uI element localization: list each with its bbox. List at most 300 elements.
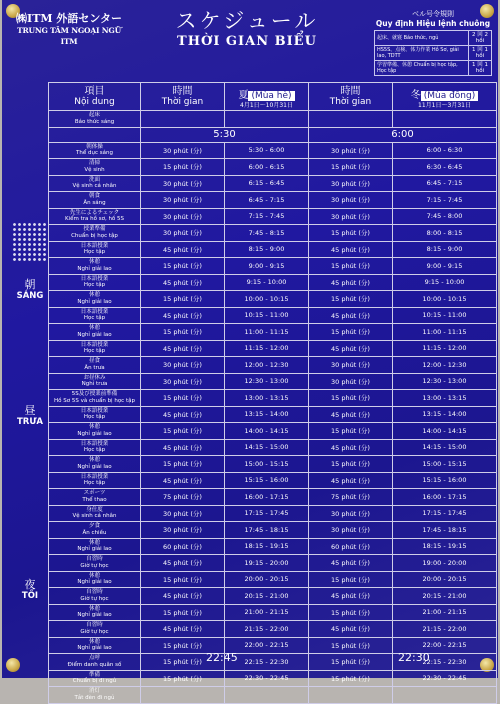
table-row <box>49 192 497 209</box>
activity-cell <box>49 225 141 242</box>
time-range-winter: 10:00 - 10:15 <box>393 291 497 308</box>
activity-vn: Ăn chiều <box>82 529 107 536</box>
page-title <box>152 8 342 50</box>
activity-cell <box>49 522 141 539</box>
table-row <box>49 291 497 308</box>
duration-winter: 15 phút (分) <box>309 291 393 308</box>
table-row <box>49 571 497 588</box>
bell-rule-text: HS5S、点検、体力作業 Hồ Sơ, giải lao, TDTT <box>375 46 469 61</box>
activity-cell <box>49 654 141 671</box>
duration-winter: 15 phút (分) <box>309 159 393 176</box>
duration-winter: 15 phút (分) <box>309 456 393 473</box>
duration-summer: 15 phút (分) <box>141 654 225 671</box>
time-range-summer: 13:15 - 14:00 <box>225 406 309 423</box>
activity-cell <box>49 588 141 605</box>
time-range-summer: 9:00 - 9:15 <box>225 258 309 275</box>
activity-cell <box>49 159 141 176</box>
activity-cell <box>49 670 141 687</box>
bell-rule-value: 2 回 2 hồi <box>469 31 492 46</box>
lights-out-summer: 22:45 <box>206 651 238 664</box>
table-row <box>49 159 497 176</box>
activity-jp: 授業準備 <box>83 226 106 233</box>
duration-summer: 15 phút (分) <box>141 637 225 654</box>
table-row <box>49 390 497 407</box>
activity-jp: 日本語授業 <box>80 242 109 249</box>
duration-summer: 60 phút (分) <box>141 538 225 555</box>
activity-jp: お昼休み <box>83 374 106 381</box>
period-label-morning: 朝 SÁNG <box>16 278 44 301</box>
duration-summer <box>141 687 225 704</box>
table-row <box>49 142 497 159</box>
table-row <box>49 373 497 390</box>
activity-jp: 休憩 <box>88 605 100 612</box>
activity-jp: スポーツ <box>83 490 106 497</box>
duration-summer <box>141 111 225 128</box>
duration-summer: 45 phút (分) <box>141 340 225 357</box>
table-row <box>49 538 497 555</box>
period-label-noon: 昼 TRƯA <box>16 404 44 427</box>
duration-summer: 45 phút (分) <box>141 274 225 291</box>
duration-winter <box>309 687 393 704</box>
time-range-winter: 14:00 - 14:15 <box>393 423 497 440</box>
table-row <box>49 307 497 324</box>
activity-vn: Hồ Sơ 5S và chuẩn bị học tập <box>54 397 135 404</box>
duration-winter: 15 phút (分) <box>309 654 393 671</box>
time-range-winter <box>393 111 497 128</box>
time-range-winter: 17:45 - 18:15 <box>393 522 497 539</box>
period-label-night: 夜 TỐI <box>21 578 39 601</box>
activity-vn: Báo thức sáng <box>74 118 115 125</box>
time-range-winter: 11:00 - 11:15 <box>393 324 497 341</box>
table-row <box>49 340 497 357</box>
corner-screw <box>6 658 20 672</box>
duration-summer: 15 phút (分) <box>141 159 225 176</box>
time-range-winter: 12:00 - 12:30 <box>393 357 497 374</box>
duration-summer: 45 phút (分) <box>141 439 225 456</box>
duration-summer: 15 phút (分) <box>141 291 225 308</box>
activity-cell <box>49 373 141 390</box>
header-time-summer: 時間 Thời gian <box>141 83 225 111</box>
activity-vn: Giờ tự học <box>80 562 109 569</box>
activity-cell <box>49 637 141 654</box>
header-summer: 夏 (Mùa hè) 4月1日～10月31日 <box>225 83 309 111</box>
bell-rule-value: 1 回 1 hồi <box>469 46 492 61</box>
activity-vn: Nghỉ giải lao <box>77 645 112 652</box>
activity-vn: Vệ sinh cá nhân <box>72 183 117 190</box>
activity-vn: Nghỉ giải lao <box>77 463 112 470</box>
activity-jp: 身仕度 <box>86 506 103 513</box>
time-range-winter: 13:00 - 13:15 <box>393 390 497 407</box>
time-range-winter: 12:30 - 13:00 <box>393 373 497 390</box>
activity-vn: Học tập <box>83 282 106 289</box>
table-row <box>49 670 497 687</box>
table-row <box>49 406 497 423</box>
time-range-summer: 17:15 - 17:45 <box>225 505 309 522</box>
time-range-winter: 6:45 - 7:15 <box>393 175 497 192</box>
activity-vn: Tắt đèn đi ngủ <box>74 694 115 701</box>
duration-summer: 45 phút (分) <box>141 555 225 572</box>
time-range-winter <box>393 687 497 704</box>
duration-summer: 45 phút (分) <box>141 241 225 258</box>
time-range-summer: 7:15 - 7:45 <box>225 208 309 225</box>
activity-vn: Giờ tự học <box>80 628 109 635</box>
activity-cell <box>49 307 141 324</box>
activity-vn: Giờ tự học <box>80 595 109 602</box>
activity-cell <box>49 357 141 374</box>
school-name-jp: ㈱ITM 外語センター <box>16 12 122 25</box>
table-row <box>49 522 497 539</box>
duration-winter: 45 phút (分) <box>309 307 393 324</box>
school-logo <box>14 12 124 47</box>
time-range-summer: 11:00 - 11:15 <box>225 324 309 341</box>
table-row <box>49 489 497 506</box>
duration-winter: 15 phút (分) <box>309 670 393 687</box>
duration-winter: 60 phút (分) <box>309 538 393 555</box>
activity-vn: Ăn sáng <box>83 199 106 206</box>
activity-jp: 日本語授業 <box>80 407 109 414</box>
duration-summer: 30 phút (分) <box>141 142 225 159</box>
table-row <box>49 588 497 605</box>
activity-cell <box>49 472 141 489</box>
activity-jp: 起床 <box>88 112 100 119</box>
activity-vn: Học tập <box>83 414 106 421</box>
bell-rule-row <box>375 46 492 61</box>
header-row <box>49 83 497 111</box>
bell-rule-text: 学習準備、休憩 Chuẩn bị học tập, Học tập <box>375 61 469 76</box>
activity-jp: 休憩 <box>88 457 100 464</box>
activity-jp: 自習時 <box>86 622 103 629</box>
table-row <box>49 604 497 621</box>
table-row <box>49 439 497 456</box>
activity-jp: 日本語授業 <box>80 473 109 480</box>
time-range-summer: 10:00 - 10:15 <box>225 291 309 308</box>
activity-cell <box>49 340 141 357</box>
duration-winter <box>309 111 393 128</box>
duration-winter: 45 phút (分) <box>309 588 393 605</box>
activity-jp: 消灯 <box>88 688 100 695</box>
activity-vn: Vệ sinh cá nhân <box>72 513 117 520</box>
activity-jp: 休憩 <box>88 259 100 266</box>
activity-vn: Nghỉ trưa <box>81 381 108 388</box>
duration-winter: 30 phút (分) <box>309 357 393 374</box>
activity-jp: 休憩 <box>88 638 100 645</box>
activity-jp: 洗面 <box>88 176 100 183</box>
activity-jp: 5S及び授業前準備 <box>71 391 118 398</box>
time-range-summer: 15:15 - 16:00 <box>225 472 309 489</box>
duration-summer: 45 phút (分) <box>141 406 225 423</box>
activity-vn: Chuẩn bị đi ngủ <box>72 678 117 685</box>
activity-vn: Học tập <box>83 348 106 355</box>
title-jp: スケジュール <box>175 9 319 33</box>
duration-summer: 30 phút (分) <box>141 505 225 522</box>
duration-summer: 15 phút (分) <box>141 670 225 687</box>
time-range-summer: 15:00 - 15:15 <box>225 456 309 473</box>
time-range-winter: 15:00 - 15:15 <box>393 456 497 473</box>
time-range-winter: 20:15 - 21:00 <box>393 588 497 605</box>
time-range-summer: 18:15 - 19:15 <box>225 538 309 555</box>
header-item: 項目 Nội dung <box>49 83 141 111</box>
activity-cell <box>49 555 141 572</box>
bell-rule-row <box>375 61 492 76</box>
time-range-winter: 11:15 - 12:00 <box>393 340 497 357</box>
time-range-summer: 7:45 - 8:15 <box>225 225 309 242</box>
duration-winter: 15 phút (分) <box>309 225 393 242</box>
activity-cell <box>49 175 141 192</box>
activity-jp: 朝体操 <box>86 143 103 150</box>
time-range-summer: 9:15 - 10:00 <box>225 274 309 291</box>
activity-cell <box>49 324 141 341</box>
time-range-summer: 6:00 - 6:15 <box>225 159 309 176</box>
bell-rule-text: 起床、就寝 Báo thức, ngủ <box>375 31 469 46</box>
activity-jp: 休憩 <box>88 292 100 299</box>
time-range-winter: 21:00 - 21:15 <box>393 604 497 621</box>
duration-winter: 15 phút (分) <box>309 390 393 407</box>
activity-jp: 準備 <box>88 671 100 678</box>
activity-jp: 日本語授業 <box>80 275 109 282</box>
time-range-winter: 8:15 - 9:00 <box>393 241 497 258</box>
time-range-summer: 6:45 - 7:15 <box>225 192 309 209</box>
time-range-winter: 21:15 - 22:00 <box>393 621 497 638</box>
activity-cell <box>49 456 141 473</box>
activity-jp: 先生によるチェック <box>69 209 120 216</box>
activity-vn: Nghỉ giải lao <box>77 265 112 272</box>
duration-summer: 45 phút (分) <box>141 472 225 489</box>
table-row <box>49 324 497 341</box>
time-range-winter: 6:00 - 6:30 <box>393 142 497 159</box>
duration-summer: 45 phút (分) <box>141 621 225 638</box>
duration-winter: 75 phút (分) <box>309 489 393 506</box>
activity-vn: Nghỉ giải lao <box>77 430 112 437</box>
table-row <box>49 555 497 572</box>
time-range-winter: 15:15 - 16:00 <box>393 472 497 489</box>
duration-winter: 45 phút (分) <box>309 406 393 423</box>
duration-summer: 30 phút (分) <box>141 208 225 225</box>
activity-jp: 自習時 <box>86 556 103 563</box>
time-range-summer: 22:15 - 22:30 <box>225 654 309 671</box>
wake-blank <box>49 127 141 142</box>
duration-winter: 15 phút (分) <box>309 637 393 654</box>
time-range-winter: 20:00 - 20:15 <box>393 571 497 588</box>
dot-pattern-decoration <box>12 222 48 262</box>
activity-jp: 日本語授業 <box>80 341 109 348</box>
activity-jp: 日本語授業 <box>80 308 109 315</box>
duration-summer: 15 phút (分) <box>141 258 225 275</box>
activity-cell <box>49 423 141 440</box>
duration-winter: 30 phút (分) <box>309 175 393 192</box>
activity-cell <box>49 406 141 423</box>
time-range-winter: 22:15 - 22:30 <box>393 654 497 671</box>
duration-summer: 15 phút (分) <box>141 604 225 621</box>
time-range-winter: 17:15 - 17:45 <box>393 505 497 522</box>
title-vn: THỜI GIAN BIỂU <box>177 34 317 49</box>
activity-cell <box>49 111 141 128</box>
activity-vn: Nghỉ giải lao <box>77 331 112 338</box>
time-range-winter: 9:15 - 10:00 <box>393 274 497 291</box>
duration-winter: 45 phút (分) <box>309 439 393 456</box>
table-row <box>49 208 497 225</box>
activity-jp: 昼食 <box>88 358 100 365</box>
table-row <box>49 357 497 374</box>
duration-summer: 15 phút (分) <box>141 390 225 407</box>
activity-cell <box>49 571 141 588</box>
duration-winter: 30 phút (分) <box>309 208 393 225</box>
bell-rules-table <box>374 30 492 76</box>
activity-cell <box>49 687 141 704</box>
table-row <box>49 111 497 128</box>
activity-jp: 自習時 <box>86 589 103 596</box>
duration-winter: 45 phút (分) <box>309 274 393 291</box>
time-range-summer: 14:00 - 14:15 <box>225 423 309 440</box>
duration-winter: 45 phút (分) <box>309 555 393 572</box>
time-range-winter: 22:00 - 22:15 <box>393 637 497 654</box>
activity-jp: 休憩 <box>88 424 100 431</box>
activity-cell <box>49 192 141 209</box>
duration-summer: 30 phút (分) <box>141 522 225 539</box>
duration-summer: 30 phút (分) <box>141 225 225 242</box>
table-row <box>49 456 497 473</box>
duration-winter: 15 phút (分) <box>309 324 393 341</box>
schedule-grid <box>12 82 496 701</box>
time-range-summer: 20:00 - 20:15 <box>225 571 309 588</box>
time-range-summer: 21:00 - 21:15 <box>225 604 309 621</box>
time-range-summer: 22:30 - 22:45 <box>225 670 309 687</box>
duration-winter: 30 phút (分) <box>309 505 393 522</box>
activity-vn: Thể thao <box>82 496 107 503</box>
duration-winter: 30 phút (分) <box>309 142 393 159</box>
duration-summer: 15 phút (分) <box>141 423 225 440</box>
time-range-summer: 12:00 - 12:30 <box>225 357 309 374</box>
duration-summer: 45 phút (分) <box>141 588 225 605</box>
table-row <box>49 175 497 192</box>
activity-jp: 休憩 <box>88 572 100 579</box>
table-row <box>49 621 497 638</box>
table-row <box>49 687 497 704</box>
lights-out-winter: 22:30 <box>398 651 430 664</box>
duration-winter: 45 phút (分) <box>309 621 393 638</box>
duration-summer: 30 phút (分) <box>141 192 225 209</box>
activity-jp: 夕食 <box>88 523 100 530</box>
activity-cell <box>49 505 141 522</box>
time-range-summer: 11:15 - 12:00 <box>225 340 309 357</box>
activity-cell <box>49 621 141 638</box>
duration-summer: 45 phút (分) <box>141 307 225 324</box>
activity-vn: Điểm danh quân số <box>67 661 122 668</box>
wake-time-winter: 6:00 <box>309 127 497 142</box>
time-range-summer <box>225 111 309 128</box>
activity-vn: Ăn trưa <box>84 364 105 371</box>
activity-cell <box>49 439 141 456</box>
activity-cell <box>49 241 141 258</box>
duration-summer: 15 phút (分) <box>141 571 225 588</box>
table-row <box>49 258 497 275</box>
bell-title-vn: Quy định Hiệu lệnh chuông <box>375 19 491 28</box>
activity-cell <box>49 208 141 225</box>
activity-cell <box>49 142 141 159</box>
duration-winter: 45 phút (分) <box>309 472 393 489</box>
activity-vn: Vệ sinh <box>84 166 105 173</box>
time-range-summer: 6:15 - 6:45 <box>225 175 309 192</box>
time-range-winter: 18:15 - 19:15 <box>393 538 497 555</box>
table-row <box>49 274 497 291</box>
activity-vn: Học tập <box>83 480 106 487</box>
duration-summer: 30 phút (分) <box>141 357 225 374</box>
bell-title-jp: ベル号令規則 <box>412 10 454 18</box>
activity-cell <box>49 291 141 308</box>
activity-vn: Chuẩn bị học tập <box>71 232 118 239</box>
time-range-winter: 7:45 - 8:00 <box>393 208 497 225</box>
time-range-summer: 17:45 - 18:15 <box>225 522 309 539</box>
activity-cell <box>49 258 141 275</box>
table-row <box>49 423 497 440</box>
time-range-summer: 13:00 - 13:15 <box>225 390 309 407</box>
header-time-winter: 時間 Thời gian <box>309 83 393 111</box>
activity-vn: Học tập <box>83 315 106 322</box>
activity-vn: Kiểm tra hồ sơ, hồ 5S <box>64 216 125 223</box>
activity-vn: Thể dục sáng <box>76 150 113 157</box>
activity-vn: Học tập <box>83 447 106 454</box>
duration-winter: 45 phút (分) <box>309 340 393 357</box>
activity-vn: Nghỉ giải lao <box>77 546 112 553</box>
time-range-summer: 22:00 - 22:15 <box>225 637 309 654</box>
time-range-winter: 6:30 - 6:45 <box>393 159 497 176</box>
table-row <box>49 505 497 522</box>
time-range-winter: 22:30 - 22:45 <box>393 670 497 687</box>
table-row <box>49 241 497 258</box>
schedule-board <box>2 0 498 701</box>
activity-cell <box>49 489 141 506</box>
duration-winter: 15 phút (分) <box>309 571 393 588</box>
time-range-winter: 13:15 - 14:00 <box>393 406 497 423</box>
activity-vn: Nghỉ giải lao <box>77 612 112 619</box>
duration-summer: 75 phút (分) <box>141 489 225 506</box>
time-range-winter: 19:00 - 20:00 <box>393 555 497 572</box>
duration-winter: 30 phút (分) <box>309 192 393 209</box>
table-row <box>49 472 497 489</box>
activity-cell <box>49 390 141 407</box>
time-range-winter: 7:15 - 7:45 <box>393 192 497 209</box>
time-range-summer: 21:15 - 22:00 <box>225 621 309 638</box>
header-winter: 冬 (Mùa đông) 11月1日～3月31日 <box>393 83 497 111</box>
duration-winter: 45 phút (分) <box>309 241 393 258</box>
time-range-summer <box>225 687 309 704</box>
time-range-winter: 8:00 - 8:15 <box>393 225 497 242</box>
activity-cell <box>49 538 141 555</box>
activity-jp: 点呼 <box>88 655 100 662</box>
table-row <box>49 225 497 242</box>
wake-time-row <box>49 127 497 142</box>
duration-winter: 15 phút (分) <box>309 423 393 440</box>
activity-cell <box>49 274 141 291</box>
duration-winter: 15 phút (分) <box>309 258 393 275</box>
duration-summer: 15 phút (分) <box>141 324 225 341</box>
time-range-summer: 19:15 - 20:00 <box>225 555 309 572</box>
time-range-summer: 12:30 - 13:00 <box>225 373 309 390</box>
wake-time-summer: 5:30 <box>141 127 309 142</box>
time-range-winter: 9:00 - 9:15 <box>393 258 497 275</box>
activity-cell <box>49 604 141 621</box>
activity-jp: 休憩 <box>88 325 100 332</box>
time-range-summer: 20:15 - 21:00 <box>225 588 309 605</box>
activity-jp: 朝食 <box>88 193 100 200</box>
activity-jp: 清掃 <box>88 160 100 167</box>
time-range-winter: 16:00 - 17:15 <box>393 489 497 506</box>
activity-jp: 日本語授業 <box>80 440 109 447</box>
duration-winter: 30 phút (分) <box>309 373 393 390</box>
time-range-winter: 14:15 - 15:00 <box>393 439 497 456</box>
bell-rule-row <box>375 31 492 46</box>
duration-winter: 30 phút (分) <box>309 522 393 539</box>
schedule-table <box>48 82 497 704</box>
